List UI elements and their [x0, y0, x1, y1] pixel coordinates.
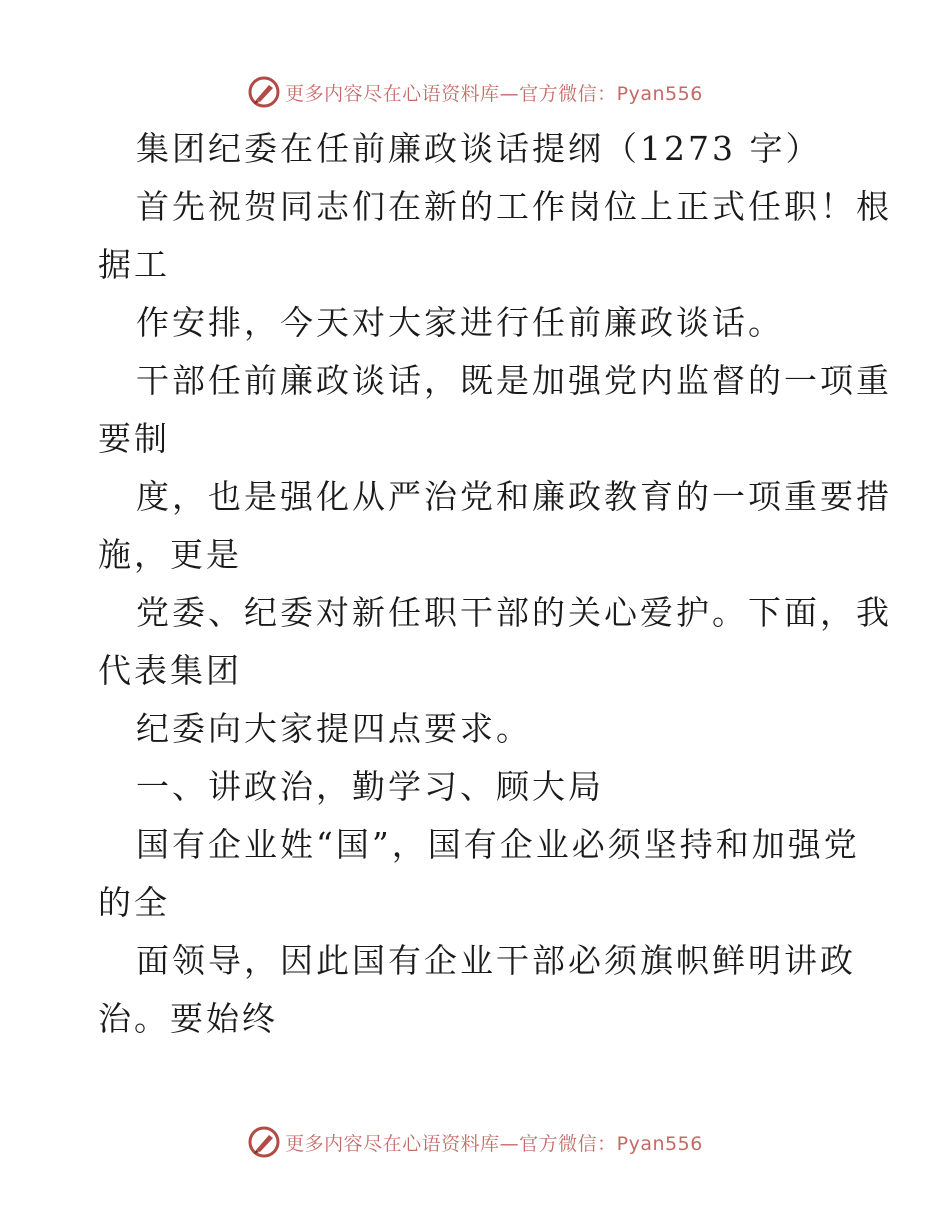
section-heading: 一、讲政治，勤学习、顾大局	[136, 767, 604, 806]
text-line: 据工	[98, 245, 170, 284]
pen-logo-icon	[247, 1125, 281, 1159]
footer-watermark-banner	[0, 1122, 950, 1162]
banner-text: 更多内容尽在心语资料库—官方微信：Pyan556	[285, 82, 703, 105]
text-line: 代表集团	[98, 651, 242, 690]
text-line: 首先祝贺同志们在新的工作岗位上正式任职！根	[136, 187, 892, 226]
text-line: 干部任前廉政谈话，既是加强党内监督的一项重	[136, 361, 892, 400]
document-body	[98, 120, 892, 1048]
text-line: 要制	[98, 419, 170, 458]
text-line: 治。要始终	[98, 999, 278, 1038]
header-watermark-banner	[0, 72, 950, 112]
document-title: 集团纪委在任前廉政谈话提纲（1273 字）	[136, 129, 822, 168]
pen-logo-icon	[247, 75, 281, 109]
banner-text: 更多内容尽在心语资料库—官方微信：Pyan556	[285, 1132, 703, 1155]
text-line: 作安排，今天对大家进行任前廉政谈话。	[136, 303, 784, 342]
text-line: 纪委向大家提四点要求。	[136, 709, 532, 748]
text-line: 施，更是	[98, 535, 242, 574]
text-line: 面领导，因此国有企业干部必须旗帜鲜明讲政	[136, 941, 856, 980]
text-line: 度，也是强化从严治党和廉政教育的一项重要措	[136, 477, 892, 516]
text-line: 的全	[98, 883, 170, 922]
text-line: 国有企业姓“国”，国有企业必须坚持和加强党	[136, 825, 860, 864]
text-line: 党委、纪委对新任职干部的关心爱护。下面，我	[136, 593, 892, 632]
